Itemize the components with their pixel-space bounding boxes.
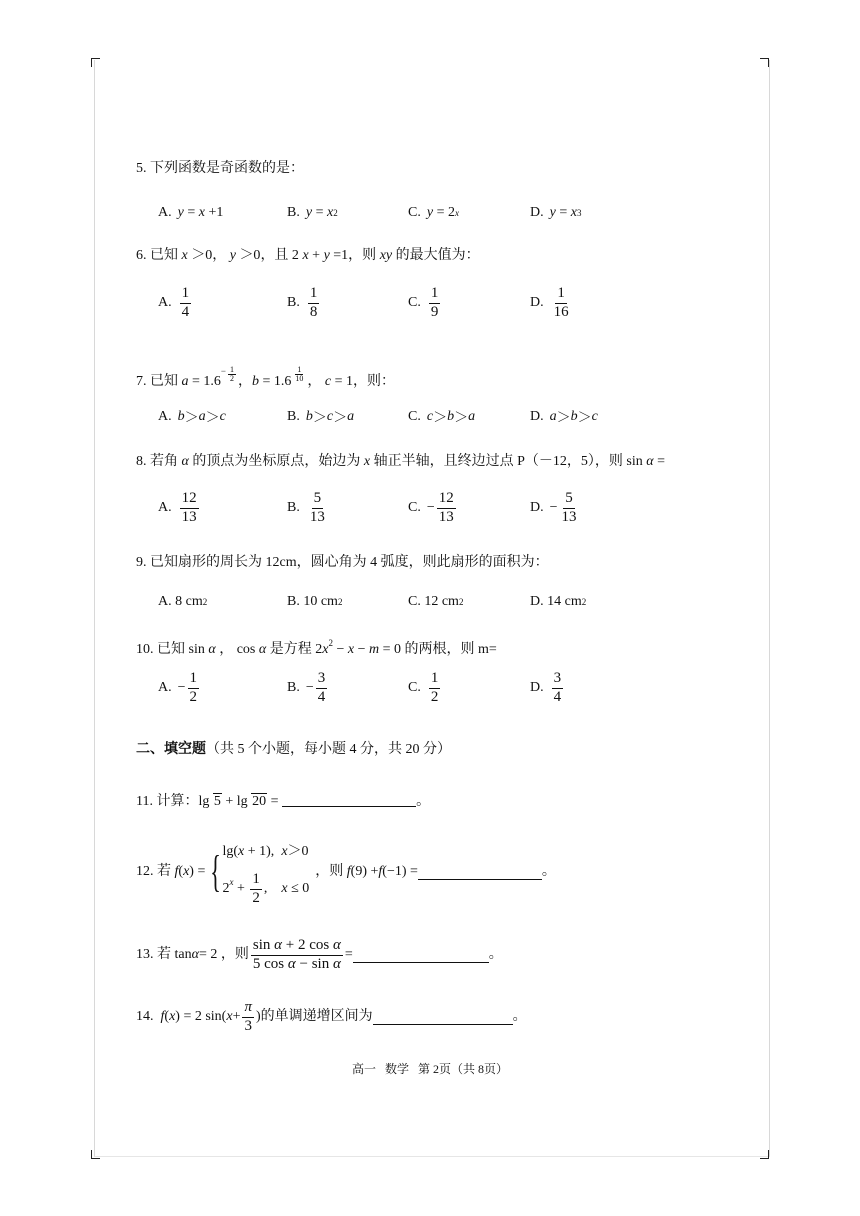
question-9: 9. 已知扇形的周长为 12cm，圆心角为 4 弧度，则此扇形的面积为： [136,555,549,570]
option-c[interactable]: C. c ＞ b ＞ a [408,409,476,426]
crop-mark [91,58,100,67]
crop-mark [91,1150,100,1159]
options-6 [158,283,758,323]
question-10: 10. 已知 sin α ， cos α 是方程 $2x^2 - x - m = 0$ 的两根，则 m= [136,638,497,657]
question-11: 11. 计算：lg 5 + lg 20 = 。 [136,794,431,809]
option-a[interactable]: A. − $\frac{1}{2}$ [158,670,198,705]
question-stem: 5. 下列函数是奇函数的是： [136,161,304,176]
crop-mark [760,1150,769,1159]
option-a[interactable]: A. 8 cm 2 [158,594,208,609]
question-7: 7. 已知 a = 1.6− $\frac{1}{2}$ ，b = 1.6 $\frac{1}{10}$ ， c = 1，则： [136,365,396,389]
question-12: 12. 若 f ( x ) = { lg(x + 1), x＞0 $2^x$ + $\frac{1}{2}$ , x ≤ 0 ，则 f (9) + f (−1) = 。 [136,844,556,906]
option-d[interactable]: D. − $\frac{5}{13}$ [530,490,577,525]
option-c[interactable]: C. − $\frac{12}{13}$ [408,490,454,525]
option-d[interactable]: D. $\frac{3}{4}$ [530,670,562,705]
option-b[interactable]: B. − $\frac{3}{4}$ [287,670,326,705]
question-14: 14. f ( x ) = 2 sin( x + $\frac{\pi}{3}$ ) 的单调递增区间为 。 [136,999,527,1034]
option-a[interactable]: A. $\frac{1}{4}$ [158,285,190,320]
answer-blank[interactable] [353,948,489,963]
option-d[interactable]: D. $\frac{1}{16}$ [530,285,569,320]
option-b[interactable]: B. b ＞ c ＞ a [287,409,355,426]
options-10 [158,668,758,708]
option-b[interactable]: B. $\frac{1}{8}$ [287,285,318,320]
option-b[interactable]: B. y = x 2 [287,205,338,220]
option-b[interactable]: B. 10 cm 2 [287,594,343,609]
option-a[interactable]: A. $\frac{12}{13}$ [158,490,197,525]
option-d[interactable]: D. y = x 3 [530,205,582,220]
section-heading: 二、填空题（共 5 个小题，每小题 4 分，共 20 分） [136,741,451,757]
answer-blank[interactable] [418,865,542,880]
option-c[interactable]: C. y = 2 x [408,205,459,220]
option-c[interactable]: C. $\frac{1}{9}$ [408,285,439,320]
options-7 [158,397,758,437]
question-13: 13. 若 tan α = 2 ，则 $\frac{\text{sin α + 2 cos α}}{\text{5 cos α − sin α}}$ = 。 [136,937,503,972]
options-9 [158,582,758,622]
option-a[interactable]: A. y = x +1 [158,205,224,220]
option-b[interactable]: B. $\frac{5}{13}$ [287,490,325,525]
answer-blank[interactable] [282,792,416,807]
option-c[interactable]: C. $\frac{1}{2}$ [408,670,439,705]
question-5 [136,160,304,178]
option-c[interactable]: C. 12 cm 2 [408,594,464,609]
options-8 [158,488,758,528]
question-8: 8. 若角 α 的顶点为坐标原点，始边为 x 轴正半轴，且终边过点 P（－12，5），则 sin α = [136,454,665,469]
question-6: 6. 已知 x ＞0， y ＞0，且 2 x + y =1，则 xy 的最大值为： [136,248,480,263]
option-a[interactable]: A. b ＞ a ＞ c [158,409,226,426]
page-footer: 高一 数学 第 2页（共 8页） [351,1062,508,1076]
answer-blank[interactable] [373,1010,513,1025]
options-5 [158,193,758,233]
option-d[interactable]: D. 14 cm 2 [530,594,587,609]
crop-mark [760,58,769,67]
option-d[interactable]: D. a ＞ b ＞ c [530,409,598,426]
